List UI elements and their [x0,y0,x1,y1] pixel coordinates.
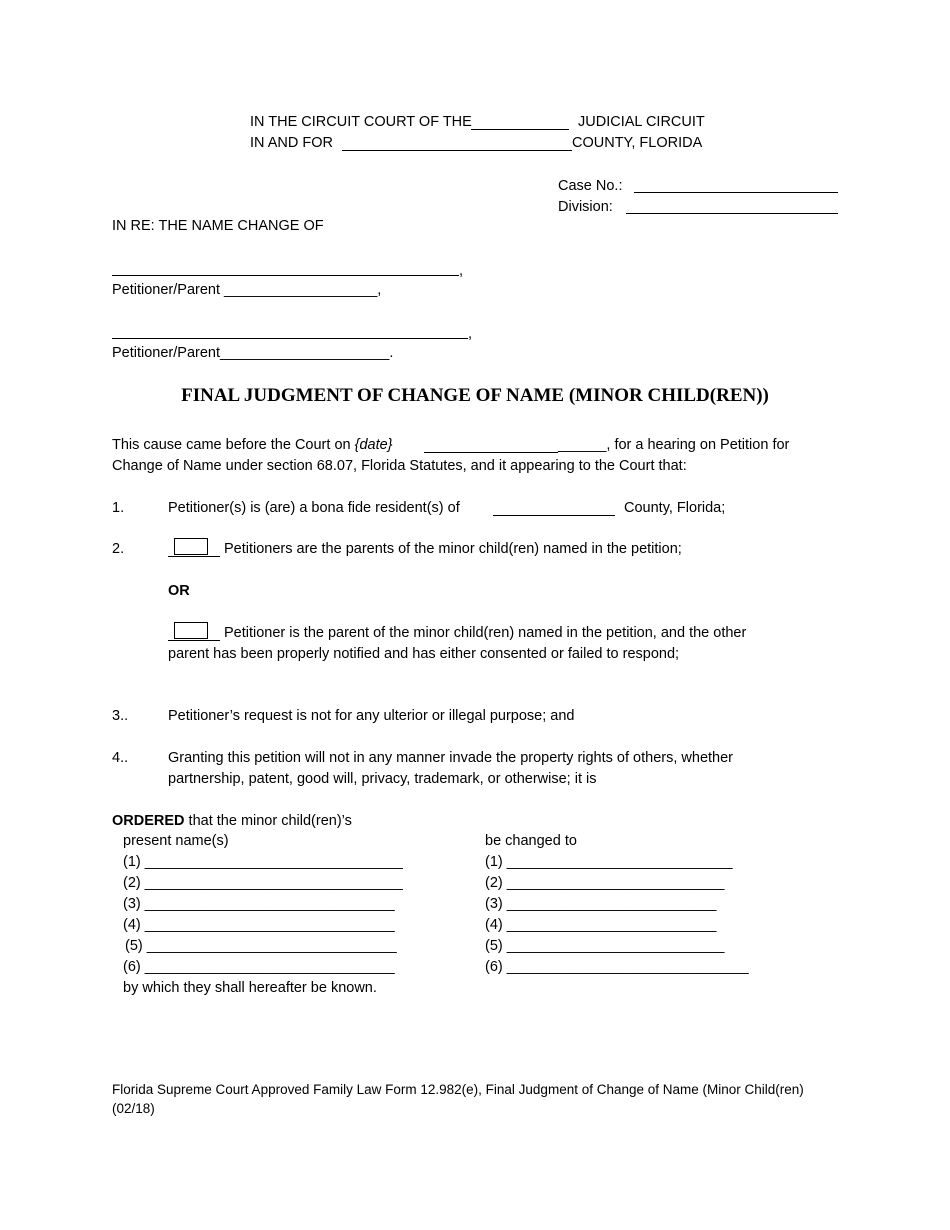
petitioner2-name-field[interactable] [112,338,468,339]
new-name-row[interactable]: (2) ___________________________ [485,875,725,891]
petitioner1-comma: , [459,263,464,279]
finding1-county: County, Florida; [624,500,726,516]
residence-county-field[interactable] [493,515,615,516]
new-name-row[interactable]: (5) ___________________________ [485,938,725,954]
finding1-number: 1. [112,500,125,516]
county-name-blank[interactable] [342,150,572,151]
order-closing: by which they shall hereafter be known. [123,980,377,996]
case-number-label: Case No.: [558,178,623,194]
both-parents-checkbox[interactable] [174,538,208,555]
finding2-option-a: Petitioners are the parents of the minor child(ren) named in the petition; [224,541,682,557]
present-name-row[interactable]: (5) _______________________________ [125,938,397,954]
new-name-row[interactable]: (4) __________________________ [485,917,717,933]
finding3-text: Petitioner’s request is not for any ulterior or illegal purpose; and [168,708,575,724]
petitioner1-name-field[interactable] [112,275,459,276]
county-florida-label: COUNTY, FLORIDA [572,135,703,151]
or-label: OR [168,583,190,599]
intro-line1-start: This cause came before the Court on {date} [112,437,393,453]
division-field[interactable] [626,213,838,214]
new-name-row[interactable]: (3) __________________________ [485,896,717,912]
finding2-number: 2. [112,541,125,557]
present-name-row[interactable]: (6) _______________________________ [123,959,395,975]
document-title: FINAL JUDGMENT OF CHANGE OF NAME (MINOR CHILD(REN)) [181,385,769,406]
petitioner2-label: Petitioner/Parent_____________________. [112,345,394,361]
one-parent-checkbox-underline [168,640,220,641]
both-parents-checkbox-underline [168,556,220,557]
present-name-row[interactable]: (4) _______________________________ [123,917,395,933]
new-name-row[interactable]: (1) ____________________________ [485,854,733,870]
finding4-line1: Granting this petition will not in any manner invade the property rights of others, whether [168,750,733,766]
finding3-number: 3.. [112,708,129,724]
judicial-circuit-label: JUDICIAL CIRCUIT [578,114,705,130]
new-names-header: be changed to [485,833,577,849]
footer-form-info: Florida Supreme Court Approved Family Law Form 12.982(e), Final Judgment of Change of Name (Minor Child(ren) [112,1082,804,1097]
finding4-number: 4.. [112,750,129,766]
ordered-label: ORDERED [112,813,185,829]
intro-line2: Change of Name under section 68.07, Florida Statutes, and it appearing to the Court that: [112,458,687,474]
footer-revision-date: (02/18) [112,1101,155,1116]
in-re-label: IN RE: THE NAME CHANGE OF [112,218,324,234]
present-name-row[interactable]: (2) ________________________________ [123,875,403,891]
petitioner2-comma: , [468,326,473,342]
finding2-option-b-line2: parent has been properly notified and has either consented or failed to respond; [168,646,680,662]
present-name-row[interactable]: (1) ________________________________ [123,854,403,870]
present-names-header: present name(s) [123,833,229,849]
circuit-number-blank[interactable] [471,129,569,130]
hearing-date-field[interactable] [424,452,558,453]
new-name-row[interactable]: (6) ______________________________ [485,959,749,975]
ordered-clause: ORDERED that the minor child(ren)’s [112,813,352,829]
present-name-row[interactable]: (3) _______________________________ [123,896,395,912]
intro-line1-end: ______, for a hearing on Petition for [558,437,790,453]
one-parent-checkbox[interactable] [174,622,208,639]
finding2-option-b-line1: Petitioner is the parent of the minor child(ren) named in the petition, and the other [224,625,747,641]
in-and-for-label: IN AND FOR [250,135,333,151]
case-number-field[interactable] [634,192,838,193]
circuit-court-label: IN THE CIRCUIT COURT OF THE [250,114,472,130]
finding1-text: Petitioner(s) is (are) a bona fide resident(s) of [168,500,460,516]
petitioner1-label: Petitioner/Parent ___________________, [112,282,382,298]
date-placeholder: {date} [354,437,393,453]
finding4-line2: partnership, patent, good will, privacy, trademark, or otherwise; it is [168,771,597,787]
division-label: Division: [558,199,613,215]
